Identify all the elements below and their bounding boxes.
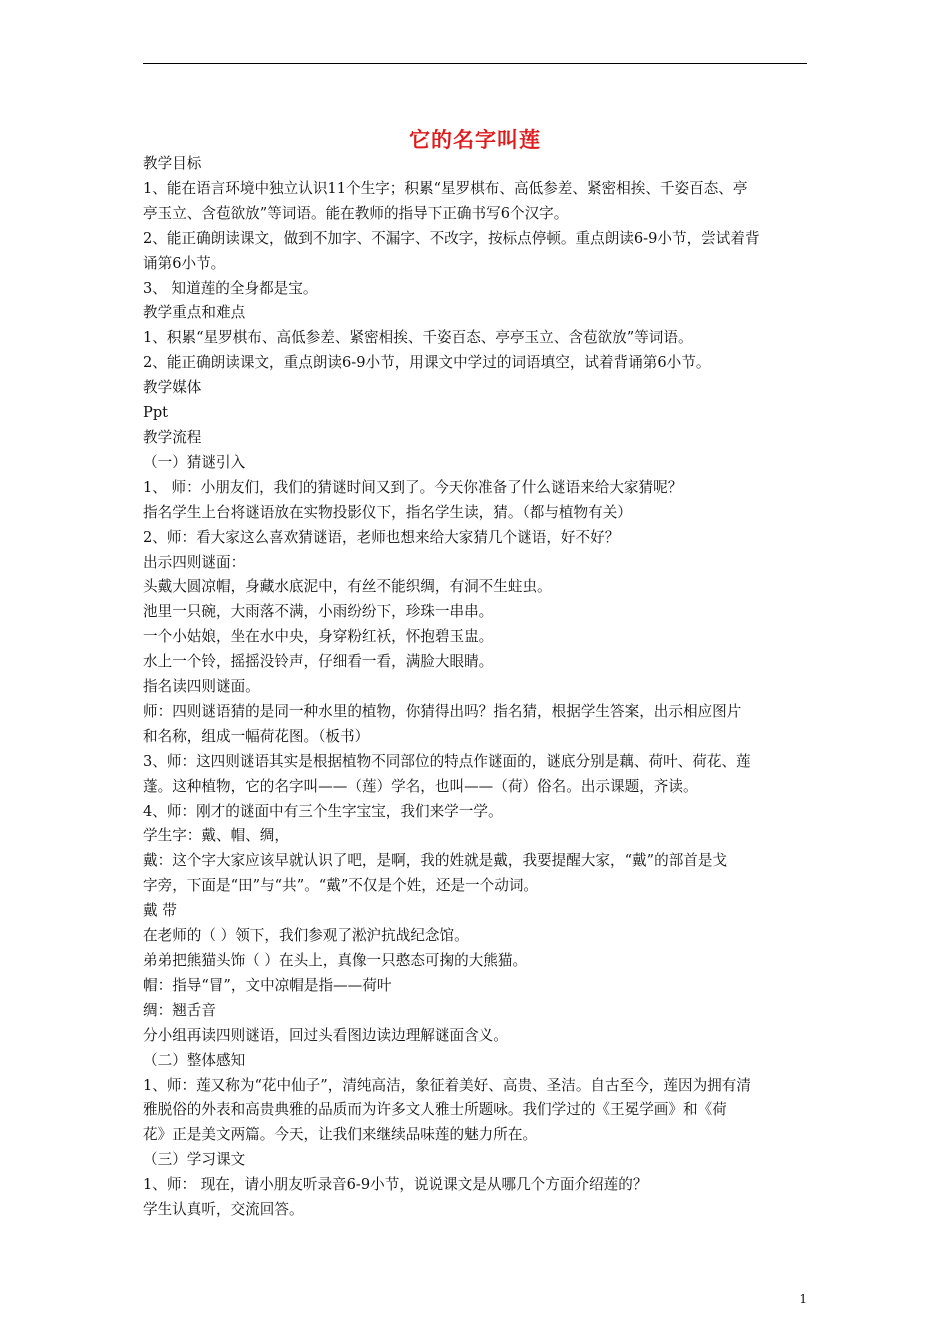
document-body (143, 152, 811, 1223)
text-line: 学生字：戴、帽、绸， (143, 827, 289, 845)
text-line: 头戴大圆凉帽，身藏水底泥中，有丝不能织绸，有洞不生蛀虫。 (143, 578, 552, 596)
text-line: 在老师的（ ）领下，我们参观了淞沪抗战纪念馆。 (143, 927, 469, 945)
text-line: 2、师：看大家这么喜欢猜谜语，老师也想来给大家猜几个谜语，好不好？ (143, 528, 620, 546)
text-line: 戴 带 (143, 902, 177, 920)
text-line: 帽：指导“冒”，文中凉帽是指——荷叶 (143, 976, 392, 994)
text-line: 指名学生上台将谜语放在实物投影仪下，指名学生读，猜。（都与植物有关） (143, 503, 632, 521)
text-line: 1、师： 现在，请小朋友听录音6-9小节，说说课文是从哪几个方面介绍莲的？ (143, 1176, 648, 1194)
text-line: 亭玉立、含苞欲放”等词语。能在教师的指导下正确书写6个汉字。 (143, 204, 569, 222)
text-line: 水上一个铃，摇摇没铃声，仔细看一看，满脸大眼睛。 (143, 653, 494, 671)
text-line: 诵第6小节。 (143, 254, 226, 272)
text-line: 蓬。这种植物，它的名字叫——（莲）学名，也叫——（荷）俗名。出示课题，齐读。 (143, 777, 698, 795)
text-line: （二）整体感知 (143, 1051, 246, 1069)
text-line: 1、积累“星罗棋布、高低参差、紧密相挨、千姿百态、亭亭玉立、含苞欲放”等词语。 (143, 329, 693, 347)
text-line: 花》正是美文两篇。今天，让我们来继续品味莲的魅力所在。 (143, 1126, 538, 1144)
page-number: 1 (799, 1292, 807, 1306)
text-line: 3、 知道莲的全身都是宝。 (143, 279, 318, 297)
text-line: 3、师：这四则谜语其实是根据植物不同部位的特点作谜面的，谜底分别是藕、荷叶、荷花、莲 (143, 752, 751, 770)
text-line: 教学目标 (143, 155, 202, 172)
text-line: 绸：翘舌音 (143, 1001, 216, 1019)
text-line: 分小组再读四则谜语，回过头看图边读边理解谜面含义。 (143, 1026, 508, 1044)
text-line: 出示四则谜面： (143, 553, 246, 571)
text-line: 2、能正确朗读课文，重点朗读6-9小节，用课文中学过的词语填空，试着背诵第6小节。 (143, 354, 711, 372)
text-line: 学生认真听，交流回答。 (143, 1201, 304, 1219)
text-line: 教学流程 (143, 428, 202, 446)
text-line: 1、师：莲又称为“花中仙子”，清纯高洁，象征着美好、高贵、圣洁。自古至今，莲因为拥有清 (143, 1076, 751, 1094)
text-line: 指名读四则谜面。 (143, 678, 260, 696)
text-line: 1、 师：小朋友们，我们的猜谜时间又到了。今天你准备了什么谜语来给大家猜呢？ (143, 478, 683, 496)
document-title: 它的名字叫莲 (409, 127, 541, 152)
text-line: 戴：这个字大家应该早就认识了吧，是啊，我的姓就是戴，我要提醒大家，“戴”的部首是戈 (143, 852, 728, 870)
text-line: 教学媒体 (143, 379, 202, 397)
header-rule (143, 63, 807, 64)
text-line: 4、师：刚才的谜面中有三个生字宝宝，我们来学一学。 (143, 802, 503, 820)
text-line: 字旁，下面是“田”与“共”。“戴”不仅是个姓，还是一个动词。 (143, 877, 539, 895)
text-line: 池里一只碗，大雨落不满，小雨纷纷下，珍珠一串串。 (143, 603, 494, 621)
text-line: 一个小姑娘，坐在水中央，身穿粉红袄，怀抱碧玉盅。 (143, 628, 494, 646)
text-line: 师：四则谜语猜的是同一种水里的植物，你猜得出吗？指名猜，根据学生答案，出示相应图片 (143, 702, 742, 720)
text-line: 1、能在语言环境中独立认识11个生字；积累“星罗棋布、高低参差、紧密相挨、千姿百态、亭 (143, 179, 748, 197)
text-line: Ppt (143, 404, 169, 422)
text-line: 雅脱俗的外表和高贵典雅的品质而为许多文人雅士所题咏。我们学过的《王冕学画》和《荷 (143, 1101, 727, 1119)
text-line: 弟弟把熊猫头饰（ ）在头上，真像一只憨态可掬的大熊猫。 (143, 952, 528, 969)
text-line: （一）猜谜引入 (143, 453, 246, 471)
text-line: 2、能正确朗读课文，做到不加字、不漏字、不改字，按标点停顿。重点朗读6-9小节，尝试着背 (143, 229, 760, 247)
text-line: （三）学习课文 (143, 1151, 246, 1169)
text-line: 教学重点和难点 (143, 304, 246, 322)
text-line: 和名称，组成一幅荷花图。（板书） (143, 727, 370, 745)
